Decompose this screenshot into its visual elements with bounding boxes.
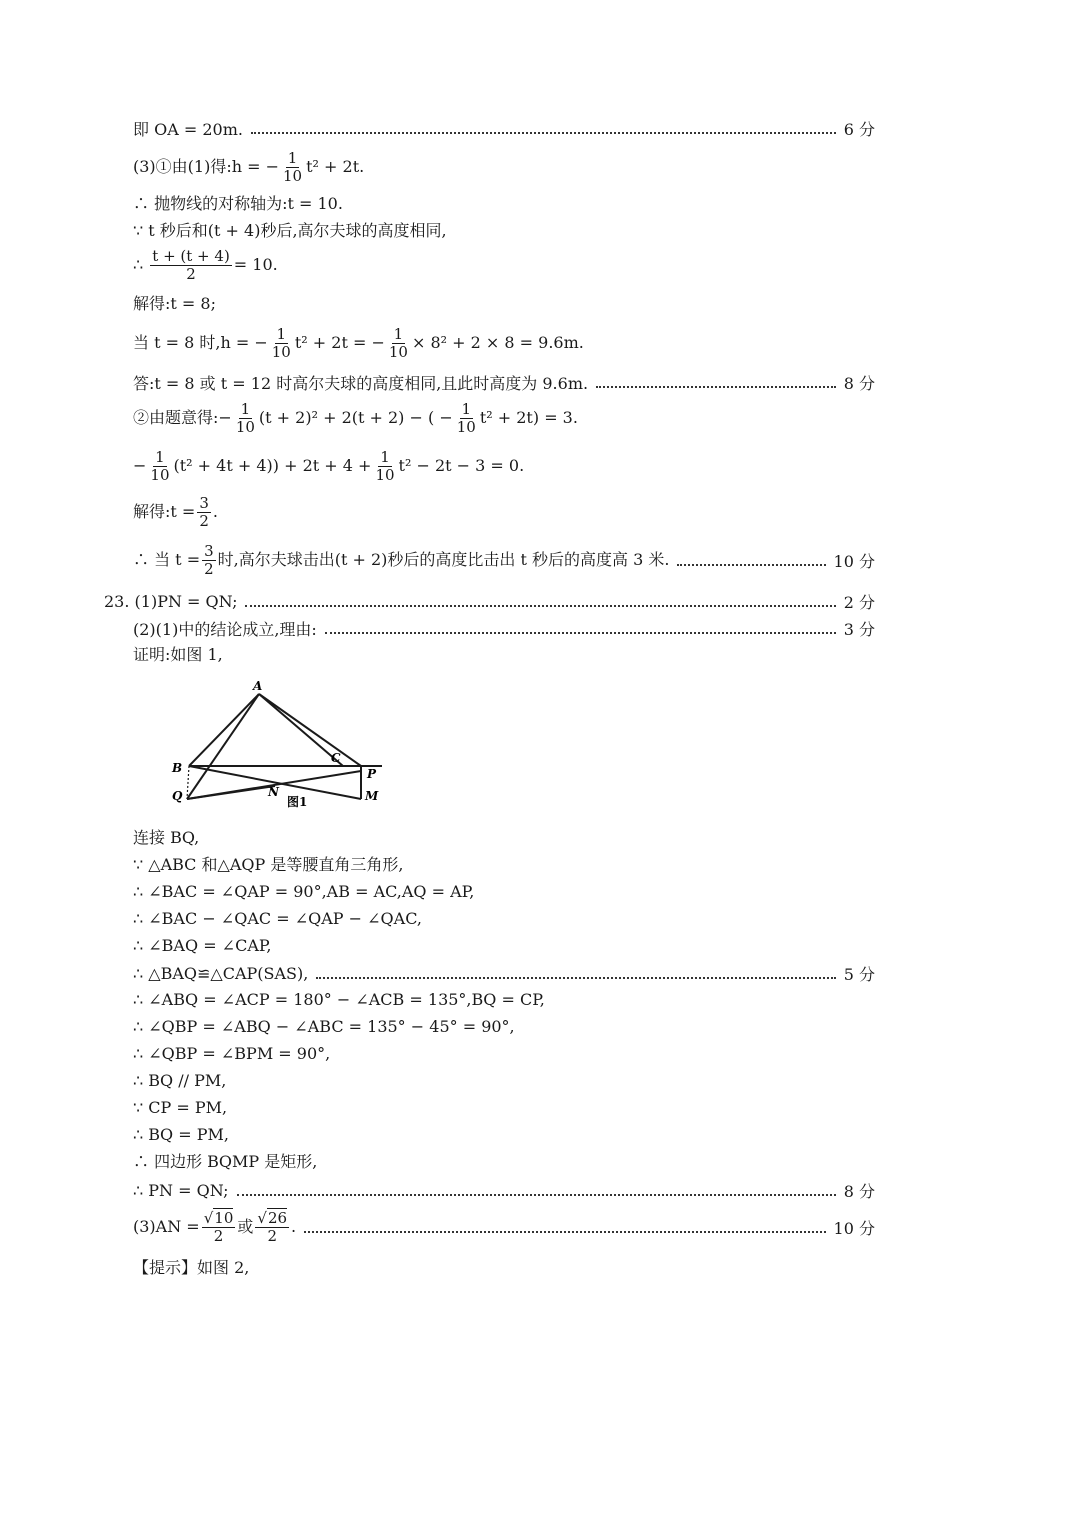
s13-text: ∴ PN = QN; <box>133 1181 229 1200</box>
line-proof: 证明:如图 1, <box>133 645 223 664</box>
segment-AQ <box>187 694 259 799</box>
fraction-3-2: $\frac{3}{2}$ <box>199 494 209 530</box>
line-s8: ∴ ∠QBP = ∠BPM = 90°, <box>133 1044 331 1063</box>
score-3: 3 分 <box>843 620 875 639</box>
fraction-3-2: $\frac{3}{2}$ <box>204 542 214 578</box>
dotted-leader <box>316 977 835 979</box>
line-s11: ∴ BQ = PM, <box>133 1125 229 1144</box>
fraction-1-10: $\frac{1}{10}$ <box>283 149 303 185</box>
figure-caption: 图1 <box>287 795 308 809</box>
line-q23-1 <box>104 590 875 613</box>
line-s3: ∴ ∠BAC − ∠QAC = ∠QAP − ∠QAC, <box>133 909 422 928</box>
dotted-leader <box>304 1231 825 1233</box>
fraction-sum: $\frac{t + (t + 4)}{2}$ <box>152 247 230 283</box>
dotted-leader <box>677 564 825 566</box>
line-p2-equation: ②由题意得:− $\frac{1}{10}$ (t + 2)² + 2(t + 2) − ( − $\frac{1}{10}$ t² + 2t) = 3. <box>133 400 578 436</box>
line-p3-formula: (3)①由(1)得:h = − $\frac{1}{10}$ t² + 2t. <box>133 149 365 185</box>
geometry-figure-1 <box>165 676 395 816</box>
label-B: B <box>172 761 183 775</box>
fraction-1-10: $\frac{1}{10}$ <box>375 448 395 484</box>
line-because: ∵ t 秒后和(t + 4)秒后,高尔夫球的高度相同, <box>133 221 447 240</box>
dotted-leader <box>245 605 835 607</box>
oa-text: 即 OA = 20m. <box>133 120 243 139</box>
q23-2-text: (2)(1)中的结论成立,理由: <box>133 620 317 639</box>
score-10: 10 分 <box>833 1219 875 1238</box>
dotted-leader <box>251 132 836 134</box>
fraction-1-10: $\frac{1}{10}$ <box>271 325 291 361</box>
line-s4: ∴ ∠BAQ = ∠CAP, <box>133 936 272 955</box>
dotted-leader <box>325 632 836 634</box>
line-s10: ∵ CP = PM, <box>133 1098 228 1117</box>
s5-text: ∴ △BAQ≌△CAP(SAS), <box>133 964 309 983</box>
label-N: N <box>268 785 279 799</box>
label-Q: Q <box>172 789 183 803</box>
line-frac-sum: ∴ $\frac{t + (t + 4)}{2}$ = 10. <box>133 247 278 283</box>
score-10: 10 分 <box>833 552 875 571</box>
line-answer <box>133 371 875 394</box>
score-5: 5 分 <box>843 965 875 984</box>
label-C: C <box>331 751 341 765</box>
line-s13 <box>133 1179 875 1202</box>
fraction-1-10: $\frac{1}{10}$ <box>456 400 476 436</box>
segment-QN <box>187 786 275 799</box>
line-s6: ∴ ∠ABQ = ∠ACP = 180° − ∠ACB = 135°,BQ = CP, <box>133 990 545 1009</box>
fraction-sqrt26-2: $\frac{√26}{2}$ <box>257 1209 288 1245</box>
line-oa <box>133 117 875 140</box>
fraction-1-10: $\frac{1}{10}$ <box>235 400 255 436</box>
line-expanded-eq: − $\frac{1}{10}$ (t² + 4t + 4)) + 2t + 4 + $\frac{1}{10}$ t² − 2t − 3 = 0. <box>133 448 525 484</box>
answer-text: 答:t = 8 或 t = 12 时高尔夫球的高度相同,且此时高度为 9.6m. <box>133 374 589 393</box>
line-connect: 连接 BQ, <box>133 828 200 847</box>
label-A: A <box>253 679 263 693</box>
line-s9: ∴ BQ // PM, <box>133 1071 227 1090</box>
dotted-leader <box>237 1194 836 1196</box>
line-s12: ∴ 四边形 BQMP 是矩形, <box>133 1152 318 1171</box>
line-solve1: 解得:t = 8; <box>133 294 216 313</box>
line-s2: ∴ ∠BAC = ∠QAP = 90°,AB = AC,AQ = AP, <box>133 882 475 901</box>
line-conclusion: ∴ 当 t = $\frac{3}{2}$ 时,高尔夫球击出(t + 2)秒后的高度比击出 t 秒后的高度高 3 米. 10 分 <box>133 542 875 578</box>
score-8: 8 分 <box>843 1182 875 1201</box>
line-when-t8: 当 t = 8 时,h = − $\frac{1}{10}$ t² + 2t = − $\frac{1}{10}$ × 8² + 2 × 8 = 9.6m. <box>133 325 584 361</box>
fraction-sqrt10-2: $\frac{√10}{2}$ <box>203 1209 234 1245</box>
segment-AB <box>189 694 259 766</box>
line-p3-answer: (3)AN = $\frac{√10}{2}$ 或 $\frac{√26}{2}$ . 10 分 <box>133 1209 875 1245</box>
q23-text: 23. (1)PN = QN; <box>104 592 238 611</box>
label-M: M <box>365 789 379 803</box>
fraction-1-10: $\frac{1}{10}$ <box>150 448 170 484</box>
fraction-1-10: $\frac{1}{10}$ <box>388 325 408 361</box>
dotted-leader <box>596 386 836 388</box>
score-8: 8 分 <box>843 374 875 393</box>
score-2: 2 分 <box>843 593 875 612</box>
line-s7: ∴ ∠QBP = ∠ABQ − ∠ABC = 135° − 45° = 90°, <box>133 1017 515 1036</box>
line-s1: ∵ △ABC 和△AQP 是等腰直角三角形, <box>133 855 404 874</box>
score-6: 6 分 <box>843 120 875 139</box>
line-axis: ∴ 抛物线的对称轴为:t = 10. <box>133 194 343 213</box>
segment-AP <box>259 694 361 766</box>
line-solve2: 解得:t = $\frac{3}{2}$ . <box>133 494 218 530</box>
line-hint: 【提示】如图 2, <box>133 1258 250 1277</box>
line-q23-2 <box>133 617 875 640</box>
label-P: P <box>367 767 377 781</box>
line-s5 <box>133 962 875 985</box>
dashed-BQ <box>187 766 189 799</box>
